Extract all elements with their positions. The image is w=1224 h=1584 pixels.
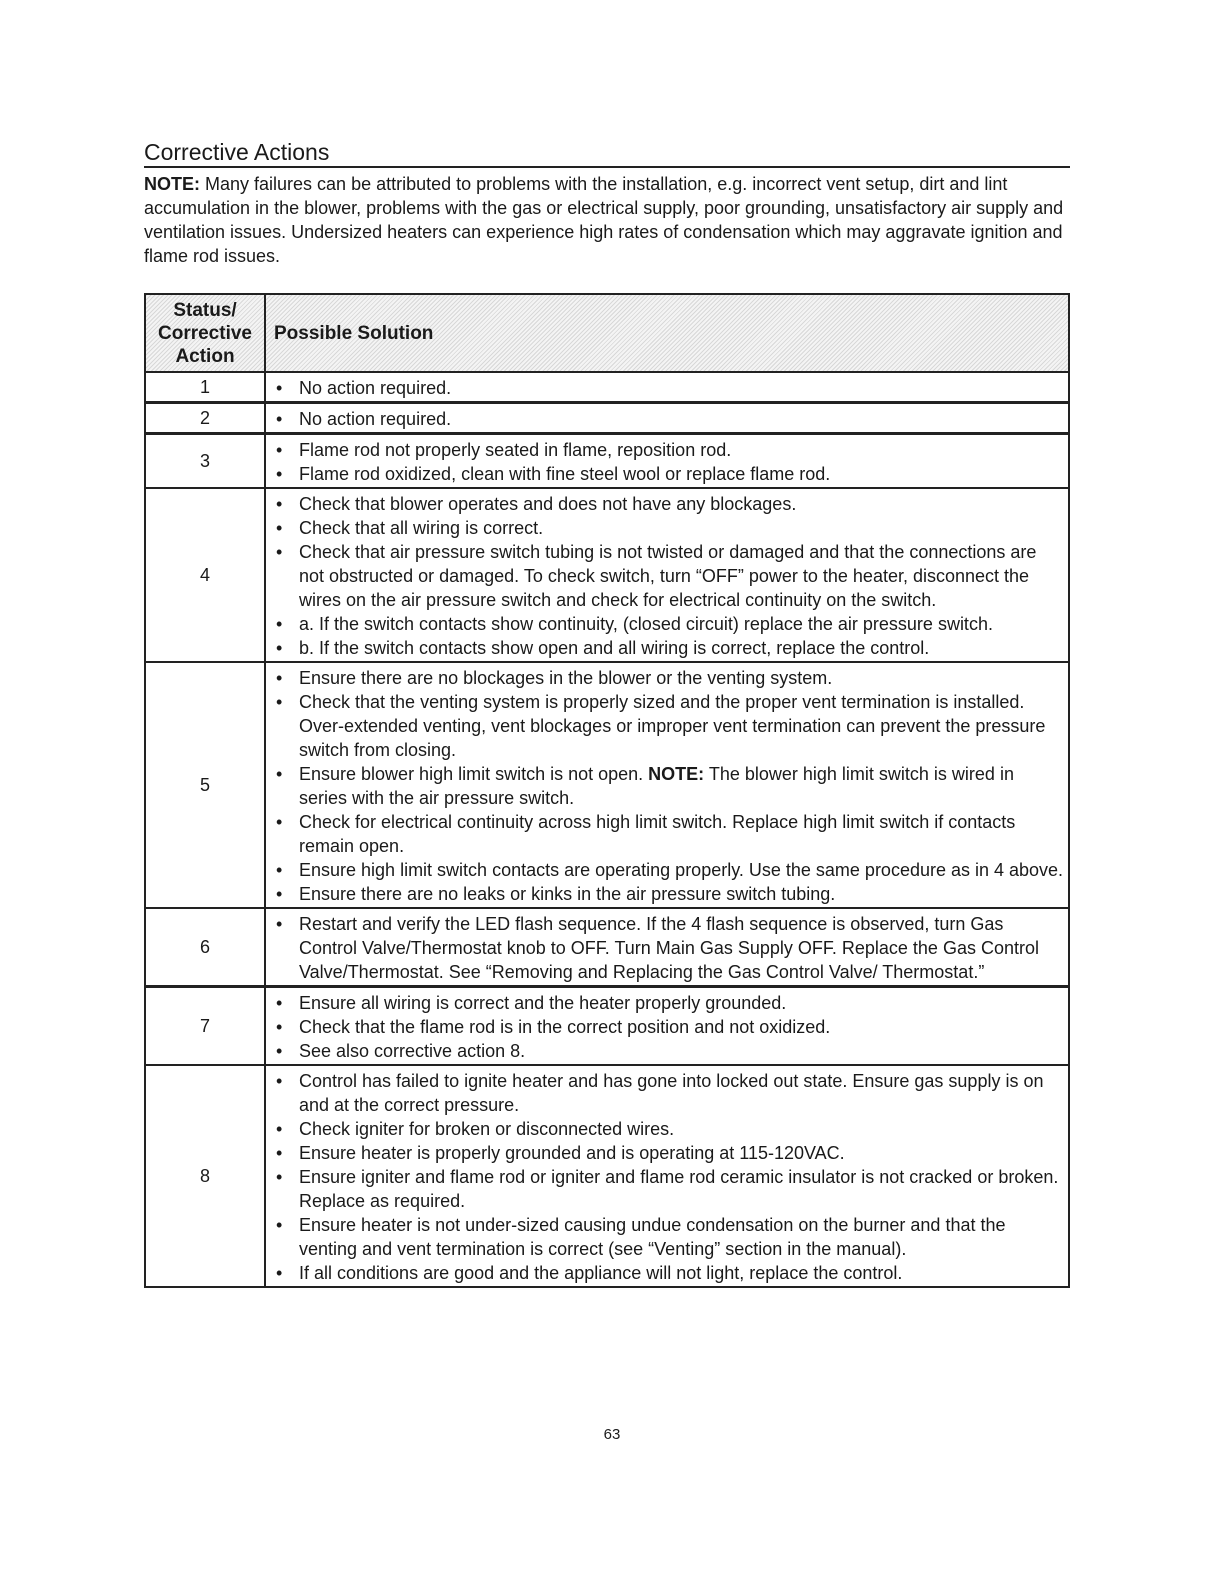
possible-solution-cell xyxy=(265,662,1069,908)
list-item: • Flame rod not properly seated in flame, reposition rod. xyxy=(270,438,1064,462)
list-item: • Ensure heater is not under-sized causing undue condensation on the burner and that the venting and vent termination is correct (see “Venting” section in the manual). xyxy=(270,1213,1064,1261)
solution-list xyxy=(270,407,1064,431)
table-row xyxy=(145,662,1069,908)
header-possible-solution: Possible Solution xyxy=(265,294,1069,372)
action-number: 2 xyxy=(145,403,265,434)
solution-list xyxy=(270,991,1064,1063)
list-item: • Check for electrical continuity across high limit switch. Replace high limit switch if contacts remain open. xyxy=(270,810,1064,858)
action-number: 8 xyxy=(145,1065,265,1287)
header-status-corrective-action: Status/ Corrective Action xyxy=(145,294,265,372)
list-item: • Control has failed to ignite heater and has gone into locked out state. Ensure gas supply is on and at the correct pressure. xyxy=(270,1069,1064,1117)
list-item: • Check that the flame rod is in the correct position and not oxidized. xyxy=(270,1015,1064,1039)
solution-list xyxy=(270,666,1064,906)
list-item: • See also corrective action 8. xyxy=(270,1039,1064,1063)
possible-solution-cell xyxy=(265,1065,1069,1287)
table-row xyxy=(145,908,1069,987)
list-item: • No action required. xyxy=(270,376,1064,400)
possible-solution-cell xyxy=(265,987,1069,1066)
table-row xyxy=(145,987,1069,1066)
solution-list xyxy=(270,912,1064,984)
possible-solution-cell xyxy=(265,372,1069,403)
list-item: • Ensure all wiring is correct and the heater properly grounded. xyxy=(270,991,1064,1015)
note-paragraph xyxy=(144,172,1074,268)
possible-solution-cell xyxy=(265,434,1069,489)
action-number: 1 xyxy=(145,372,265,403)
table-row xyxy=(145,488,1069,662)
list-item: • b. If the switch contacts show open and all wiring is correct, replace the control. xyxy=(270,636,1064,660)
table-row xyxy=(145,372,1069,403)
list-item: • If all conditions are good and the appliance will not light, replace the control. xyxy=(270,1261,1064,1285)
list-item: • Ensure there are no blockages in the blower or the venting system. xyxy=(270,666,1064,690)
possible-solution-cell xyxy=(265,908,1069,987)
action-number: 5 xyxy=(145,662,265,908)
page-number: 63 xyxy=(603,1426,621,1443)
list-item: • Check that blower operates and does not have any blockages. xyxy=(270,492,1064,516)
table-header-row xyxy=(145,294,1069,372)
list-item: • Ensure there are no leaks or kinks in the air pressure switch tubing. xyxy=(270,882,1064,906)
action-number: 4 xyxy=(145,488,265,662)
list-item: • Ensure high limit switch contacts are operating properly. Use the same procedure as in 4 above. xyxy=(270,858,1064,882)
section-title: Corrective Actions xyxy=(144,138,1070,168)
list-item: • Ensure igniter and flame rod or igniter and flame rod ceramic insulator is not cracked or broken. Replace as required. xyxy=(270,1165,1064,1213)
list-item: • Check that the venting system is properly sized and the proper vent termination is installed. Over-extended venting, vent blockages or improper vent termination can prevent the pressure switch from closing. xyxy=(270,690,1064,762)
table-row xyxy=(145,434,1069,489)
list-item: • Ensure heater is properly grounded and is operating at 115-120VAC. xyxy=(270,1141,1064,1165)
possible-solution-cell xyxy=(265,488,1069,662)
note-text: Many failures can be attributed to problems with the installation, e.g. incorrect vent setup, dirt and lint accumulation in the blower, problems with the gas or electrical supply, poor grounding, unsatisfactory air supply and ventilation issues. Undersized heaters can experience high rates of condensation which may aggravate ignition and flame rod issues. xyxy=(144,174,1064,266)
list-item: • Check that all wiring is correct. xyxy=(270,516,1064,540)
action-number: 3 xyxy=(145,434,265,489)
solution-list xyxy=(270,376,1064,400)
list-item: • Flame rod oxidized, clean with fine steel wool or replace flame rod. xyxy=(270,462,1064,486)
corrective-actions-table xyxy=(144,293,1070,1288)
action-number: 6 xyxy=(145,908,265,987)
action-number: 7 xyxy=(145,987,265,1066)
list-item: • Check that air pressure switch tubing is not twisted or damaged and that the connections are not obstructed or damaged. To check switch, turn “OFF” power to the heater, disconnect the wires on the air pressure switch and check for electrical continuity on the switch. xyxy=(270,540,1064,612)
note-label: NOTE: xyxy=(144,174,200,194)
table-row xyxy=(145,403,1069,434)
table-row xyxy=(145,1065,1069,1287)
list-item: • Check igniter for broken or disconnected wires. xyxy=(270,1117,1064,1141)
list-item: • a. If the switch contacts show continuity, (closed circuit) replace the air pressure switch. xyxy=(270,612,1064,636)
list-item: • Restart and verify the LED flash sequence. If the 4 flash sequence is observed, turn Gas Control Valve/Thermostat knob to OFF. Turn Main Gas Supply OFF. Replace the Gas Control Valve/Thermostat. See “Removing and Replacing the Gas Control Valve/ Thermostat.” xyxy=(270,912,1064,984)
list-item: • Ensure blower high limit switch is not open. NOTE: The blower high limit switch is wired in series with the air pressure switch. xyxy=(270,762,1064,810)
list-item: • No action required. xyxy=(270,407,1064,431)
solution-list xyxy=(270,438,1064,486)
possible-solution-cell xyxy=(265,403,1069,434)
solution-list xyxy=(270,492,1064,660)
note-label: NOTE: xyxy=(648,764,705,784)
solution-list xyxy=(270,1069,1064,1285)
